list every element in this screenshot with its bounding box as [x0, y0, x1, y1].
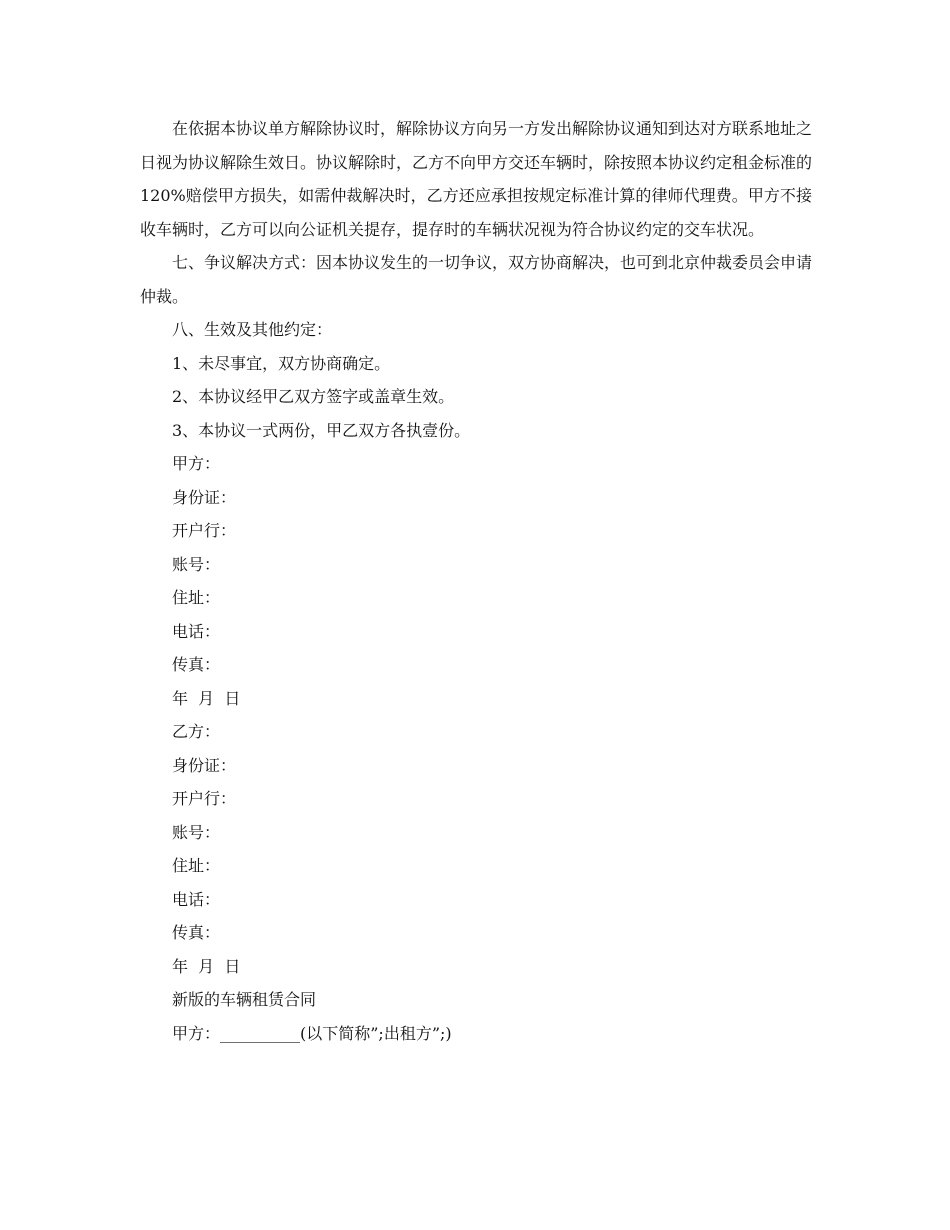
party-a-id-field: 身份证： — [172, 487, 237, 507]
paragraph-dispute-resolution: 七、争议解决方式：因本协议发生的一切争议，双方协商解决，也可到北京仲裁委员会申请仲裁。 — [140, 253, 813, 306]
party-b-phone-field: 电话： — [172, 889, 221, 909]
party-a-fax-field: 传真： — [172, 655, 221, 674]
list-item: 2、本协议经甲乙双方签字或盖章生效。 — [172, 387, 455, 406]
list-item: 3、本协议一式两份，甲乙双方各执壹份。 — [172, 420, 471, 440]
contract-party-a-line: 甲方：__________(以下简称”;出租方”;) — [172, 1023, 452, 1043]
party-a-account-field: 账号： — [172, 554, 221, 574]
party-b-title: 乙方： — [172, 722, 221, 741]
party-b-account-field: 账号： — [172, 822, 221, 842]
party-a-title: 甲方： — [172, 454, 221, 473]
document-body — [140, 112, 812, 1050]
party-a-address-field: 住址： — [172, 588, 221, 607]
party-b-bank-field: 开户行： — [172, 789, 237, 808]
section-heading-effectiveness: 八、生效及其他约定： — [172, 320, 333, 339]
list-item: 1、未尽事宜，双方协商确定。 — [172, 353, 391, 373]
party-b-address-field: 住址： — [172, 856, 221, 875]
contract-title: 新版的车辆租赁合同 — [172, 990, 317, 1009]
party-a-phone-field: 电话： — [172, 621, 221, 641]
party-a-date-field: 年 月 日 — [172, 688, 241, 708]
party-a-bank-field: 开户行： — [172, 521, 237, 540]
party-b-id-field: 身份证： — [172, 755, 237, 775]
paragraph-termination: 在依据本协议单方解除协议时，解除协议方向另一方发出解除协议通知到达对方联系地址之日视为协议解除生效日。协议解除时，乙方不向甲方交还车辆时，除按照本协议约定租金标准的120%赔偿甲方损失，如需仲裁解决时，乙方还应承担按规定标准计算的律师代理费。甲方不接收车辆时，乙方可以向公证机关提存，提存时的车辆状况视为符合协议约定的交车状况。 — [140, 119, 813, 239]
party-b-date-field: 年 月 日 — [172, 956, 241, 976]
party-b-fax-field: 传真： — [172, 923, 221, 942]
